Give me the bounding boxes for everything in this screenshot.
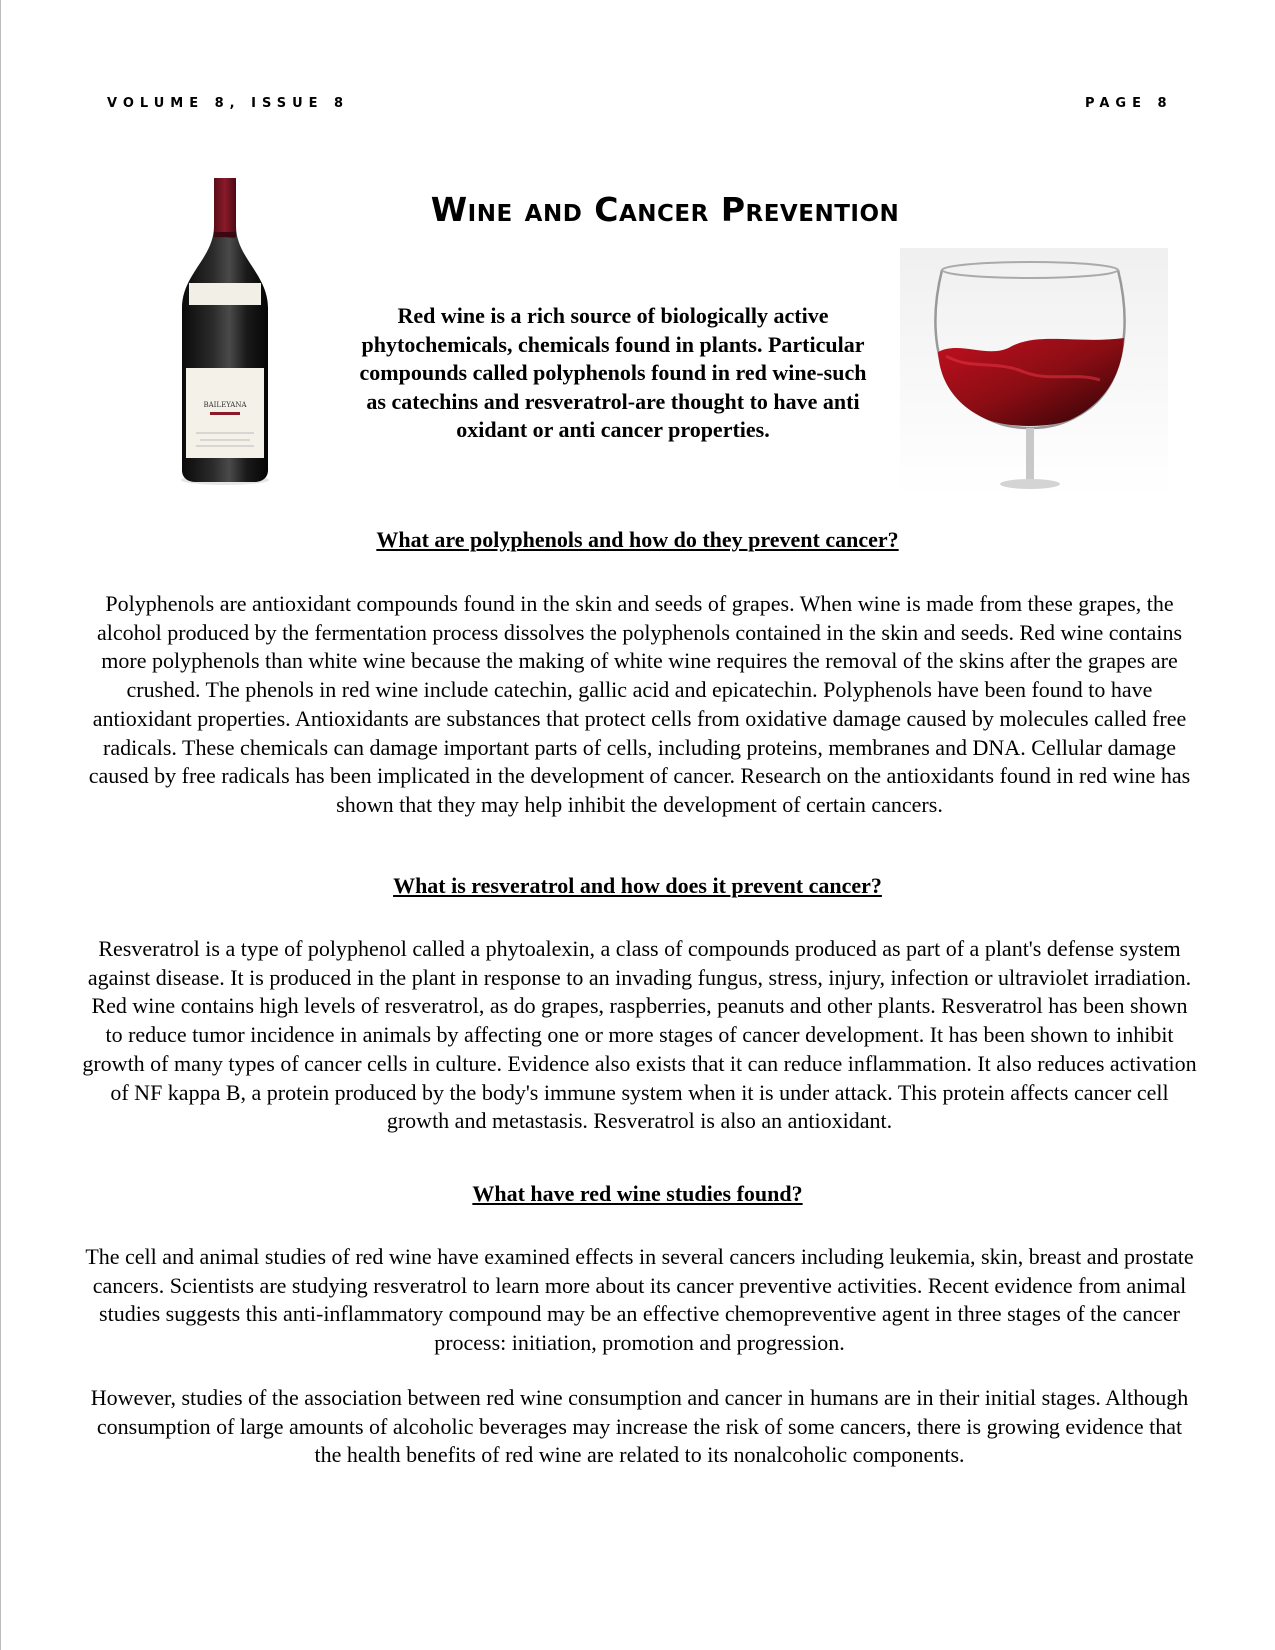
section-heading-resveratrol: What is resveratrol and how does it prevent cancer? <box>393 873 882 898</box>
page-number-label: PAGE 8 <box>1085 96 1173 111</box>
wine-glass-icon <box>900 248 1168 496</box>
article-title: Wine and Cancer Prevention <box>430 190 900 229</box>
page-edge <box>0 0 1 1650</box>
paragraph-polyphenols: Polyphenols are antioxidant compounds found in the skin and seeds of grapes. When wine is made from these grapes, the alcohol produced by the fermentation process dissolves the polyphenols contained in the skin and seeds. Red wine contains more polyphenols than white wine because the making of white wine requires the removal of the skins after the grapes are crushed. The phenols in red wine include catechin, gallic acid and epicatechin. Polyphenols have been found to have antioxidant properties. Antioxidants are substances that protect cells from oxidative damage caused by molecules called free radicals. These chemicals can damage important parts of cells, including proteins, membranes and DNA. Cellular damage caused by free radicals has been implicated in the development of cancer. Research on the antioxidants found in red wine has shown that they may help inhibit the development of certain cancers. <box>88 591 1191 817</box>
section-heading-polyphenols: What are polyphenols and how do they prevent cancer? <box>376 527 899 552</box>
bottle-label-text: BAILEYANA <box>203 401 247 409</box>
intro-text: Red wine is a rich source of biologically active phytochemicals, chemicals found in plants. Particular compounds called polyphenols found in red wine-such as catechins and resveratrol-are thought to have anti oxidant or anti cancer properties. <box>359 303 867 443</box>
wine-bottle-icon <box>170 178 280 488</box>
paragraph-studies-1: The cell and animal studies of red wine have examined effects in several cancers including leukemia, skin, breast and prostate cancers. Scientists are studying resveratrol to learn more about its cancer preventive activities. Recent evidence from animal studies suggests this anti-inflammatory compound may be an effective chemopreventive agent in three stages of the cancer process: initiation, promotion and progression. <box>85 1244 1194 1356</box>
volume-issue-label: VOLUME 8, ISSUE 8 <box>107 96 350 111</box>
paragraph-studies-2: However, studies of the association between red wine consumption and cancer in humans are in their initial stages. Although consumption of large amounts of alcoholic beverages may increase the risk of some cancers, there is growing evidence that the health benefits of red wine are related to its nonalcoholic components. <box>90 1385 1189 1468</box>
paragraph-resveratrol: Resveratrol is a type of polyphenol called a phytoalexin, a class of compounds produced as part of a plant's defense system against disease. It is produced in the plant in response to an invading fungus, stress, injury, infection or ultraviolet irradiation. Red wine contains high levels of resveratrol, as do grapes, raspberries, peanuts and other plants. Resveratrol has been shown to reduce tumor incidence in animals by affecting one or more stages of cancer development. It has been shown to inhibit growth of many types of cancer cells in culture. Evidence also exists that it can reduce inflammation. It also reduces activation of NF kappa B, a protein produced by the body's immune system when it is under attack. This protein affects cancer cell growth and metastasis. Resveratrol is also an antioxidant. <box>82 936 1197 1134</box>
section-heading-studies: What have red wine studies found? <box>472 1181 803 1206</box>
